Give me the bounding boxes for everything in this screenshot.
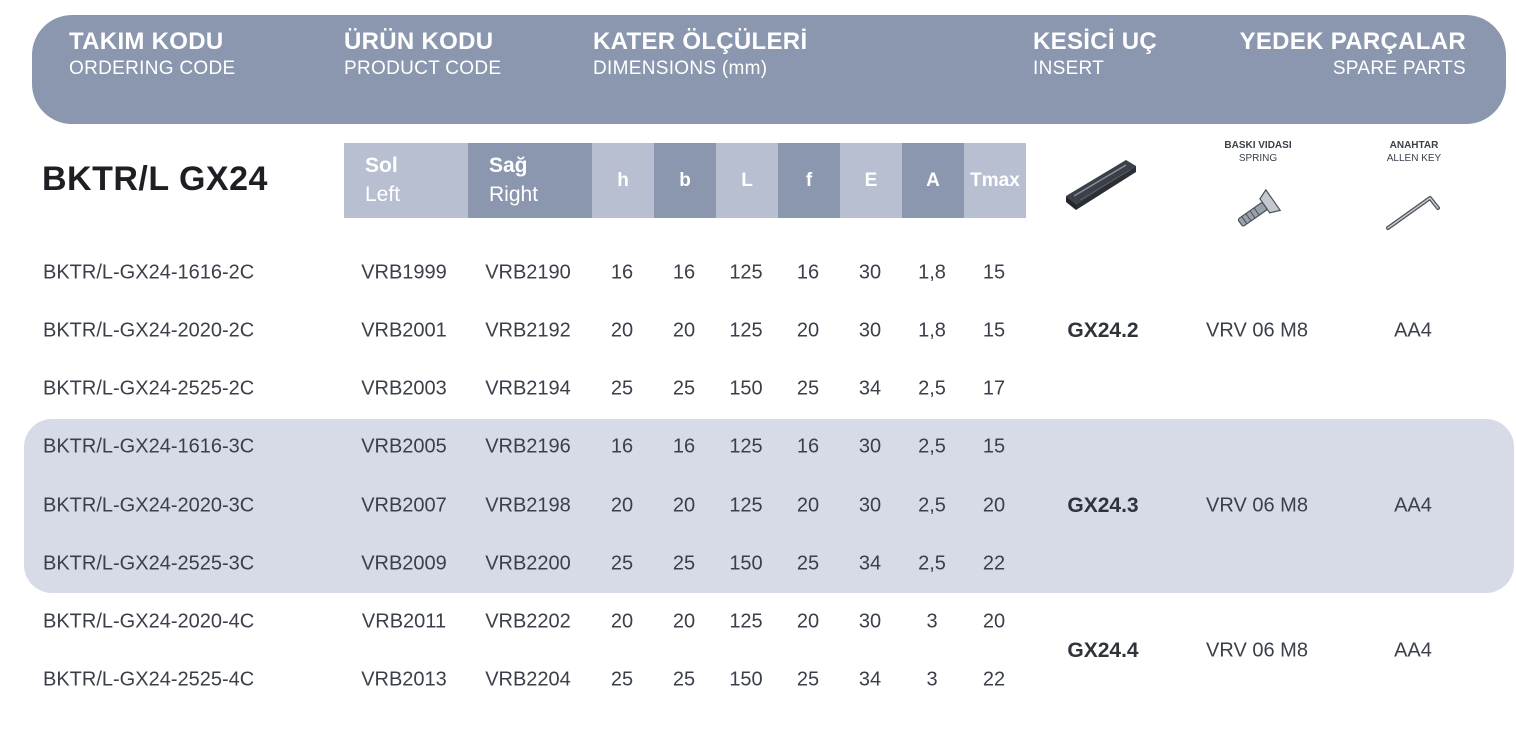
cell-A: 2,5 [918, 494, 946, 517]
column-header-Tmax: Tmax [964, 143, 1026, 218]
header-title: KATER ÖLÇÜLERİ [593, 28, 808, 55]
cell-right: VRB2196 [485, 435, 571, 458]
column-header-f: f [778, 143, 840, 218]
column-label: Sağ [489, 154, 528, 177]
ordering-code-cell: BKTR/L-GX24-2020-4C [43, 610, 255, 633]
spare-key-code: AA4 [1394, 639, 1432, 662]
cell-A: 2,5 [918, 435, 946, 458]
cell-A: 3 [926, 610, 938, 633]
cell-right: VRB2198 [485, 494, 571, 517]
spare-screw-subtitle: SPRING [1238, 153, 1278, 164]
cell-h: 25 [610, 552, 634, 575]
cell-left: VRB2001 [361, 319, 447, 342]
cell-h: 16 [610, 261, 634, 284]
header-ordering-code [69, 27, 235, 81]
header-title: YEDEK PARÇALAR [1239, 28, 1466, 55]
cell-A: 2,5 [918, 552, 946, 575]
spare-key-code: AA4 [1394, 494, 1432, 517]
cell-b: 20 [672, 319, 696, 342]
header-title: KESİCİ UÇ [1033, 28, 1158, 55]
cell-left: VRB2013 [361, 668, 447, 691]
header-product-code [344, 27, 501, 81]
cell-left: VRB1999 [361, 261, 447, 284]
header-subtitle: ORDERING CODE [69, 58, 236, 79]
cell-f: 16 [796, 261, 820, 284]
cell-h: 25 [610, 377, 634, 400]
cell-E: 30 [858, 435, 882, 458]
cell-E: 34 [858, 552, 882, 575]
cell-left: VRB2011 [361, 610, 447, 633]
column-header-b: b [654, 143, 716, 218]
cell-L: 150 [729, 668, 763, 691]
cell-right: VRB2202 [485, 610, 571, 633]
insert-code: GX24.4 [1067, 639, 1139, 662]
column-sublabel: Right [489, 183, 539, 206]
ordering-code-cell: BKTR/L-GX24-2525-2C [43, 377, 255, 400]
cell-Tmax: 20 [982, 610, 1006, 633]
cell-b: 16 [672, 261, 696, 284]
cell-L: 150 [729, 552, 763, 575]
cell-h: 20 [610, 494, 634, 517]
insert-code: GX24.3 [1067, 494, 1139, 517]
cell-L: 125 [729, 319, 763, 342]
column-header-A: A [902, 143, 964, 218]
cell-h: 20 [610, 610, 634, 633]
cell-b: 25 [672, 377, 696, 400]
ordering-code-cell: BKTR/L-GX24-2525-4C [43, 668, 255, 691]
cell-b: 25 [672, 552, 696, 575]
cell-L: 125 [729, 435, 763, 458]
column-header-E: E [840, 143, 902, 218]
spare-screw-title: BASKI VIDASI [1224, 140, 1292, 151]
cell-Tmax: 15 [982, 435, 1006, 458]
column-label: Sol [365, 154, 398, 177]
cell-E: 34 [858, 377, 882, 400]
spare-screw-code: VRV 06 M8 [1206, 494, 1308, 517]
cell-E: 30 [858, 261, 882, 284]
header-subtitle: PRODUCT CODE [344, 58, 502, 79]
cell-A: 3 [926, 668, 938, 691]
spare-key-code: AA4 [1394, 319, 1432, 342]
cell-h: 20 [610, 319, 634, 342]
insert-icon [1060, 152, 1140, 216]
column-header-left [344, 143, 468, 218]
ordering-code-cell: BKTR/L-GX24-1616-3C [43, 435, 255, 458]
column-header-right [468, 143, 592, 218]
cell-f: 25 [796, 552, 820, 575]
cell-right: VRB2190 [485, 261, 571, 284]
header-subtitle: INSERT [1033, 58, 1105, 79]
ordering-code-cell: BKTR/L-GX24-1616-2C [43, 261, 255, 284]
ordering-code-cell: BKTR/L-GX24-2020-3C [43, 494, 255, 517]
column-header-L: L [716, 143, 778, 218]
cell-A: 1,8 [918, 319, 946, 342]
spare-screw-code: VRV 06 M8 [1206, 639, 1308, 662]
cell-L: 125 [729, 494, 763, 517]
cell-Tmax: 15 [982, 319, 1006, 342]
header-insert [1033, 27, 1157, 81]
header-subtitle: SPARE PARTS [1332, 58, 1466, 79]
cell-L: 150 [729, 377, 763, 400]
spare-key-subtitle: ALLEN KEY [1386, 153, 1442, 164]
cell-L: 125 [729, 610, 763, 633]
ordering-code-cell: BKTR/L-GX24-2020-2C [43, 319, 255, 342]
cell-f: 25 [796, 377, 820, 400]
model-title: BKTR/L GX24 [42, 160, 268, 198]
cell-Tmax: 15 [982, 261, 1006, 284]
cell-right: VRB2200 [485, 552, 571, 575]
cell-A: 2,5 [918, 377, 946, 400]
insert-code: GX24.2 [1067, 319, 1139, 342]
screw-icon [1230, 188, 1286, 232]
spare-key-title: ANAHTAR [1389, 140, 1439, 151]
header-subtitle: DIMENSIONS (mm) [593, 58, 768, 79]
cell-right: VRB2192 [485, 319, 571, 342]
cell-b: 25 [672, 668, 696, 691]
cell-f: 20 [796, 319, 820, 342]
cell-Tmax: 22 [982, 668, 1006, 691]
spare-key-label [1364, 139, 1464, 165]
allen-key-icon [1382, 190, 1446, 234]
cell-b: 20 [672, 610, 696, 633]
cell-left: VRB2007 [361, 494, 447, 517]
cell-E: 34 [858, 668, 882, 691]
cell-b: 16 [672, 435, 696, 458]
cell-Tmax: 20 [982, 494, 1006, 517]
cell-Tmax: 22 [982, 552, 1006, 575]
cell-b: 20 [672, 494, 696, 517]
cell-f: 25 [796, 668, 820, 691]
cell-E: 30 [858, 319, 882, 342]
cell-left: VRB2009 [361, 552, 447, 575]
cell-Tmax: 17 [982, 377, 1006, 400]
cell-f: 16 [796, 435, 820, 458]
cell-right: VRB2204 [485, 668, 571, 691]
header-title: ÜRÜN KODU [344, 28, 494, 55]
cell-left: VRB2003 [361, 377, 447, 400]
header-title: TAKIM KODU [69, 28, 224, 55]
header-dimensions [593, 27, 807, 81]
column-sublabel: Left [365, 183, 401, 206]
cell-f: 20 [796, 494, 820, 517]
cell-E: 30 [858, 610, 882, 633]
cell-L: 125 [729, 261, 763, 284]
cell-f: 20 [796, 610, 820, 633]
ordering-code-cell: BKTR/L-GX24-2525-3C [43, 552, 255, 575]
cell-h: 16 [610, 435, 634, 458]
cell-E: 30 [858, 494, 882, 517]
cell-A: 1,8 [918, 261, 946, 284]
column-header-h: h [592, 143, 654, 218]
cell-h: 25 [610, 668, 634, 691]
spare-screw-code: VRV 06 M8 [1206, 319, 1308, 342]
cell-left: VRB2005 [361, 435, 447, 458]
header-spare-parts [1240, 27, 1466, 81]
cell-right: VRB2194 [485, 377, 571, 400]
spare-screw-label [1208, 139, 1308, 165]
